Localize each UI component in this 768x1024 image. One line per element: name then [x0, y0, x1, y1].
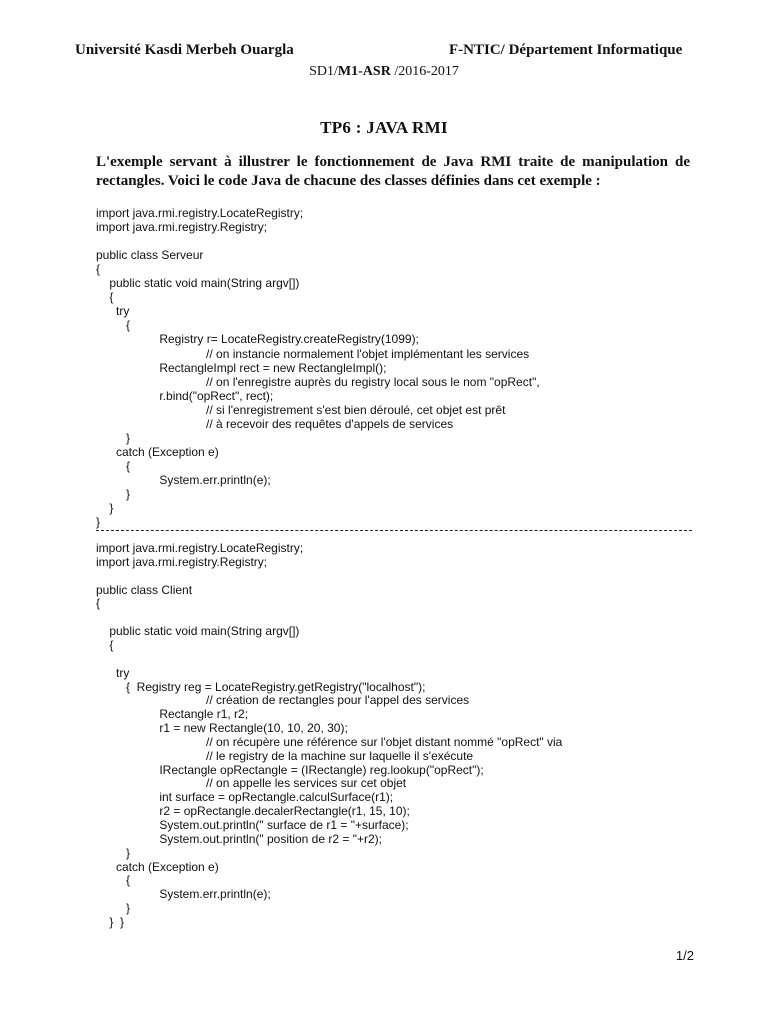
- code-line: catch (Exception e): [96, 859, 219, 874]
- code-line: public static void main(String argv[]): [96, 276, 300, 291]
- code-line: {: [96, 596, 101, 611]
- code-line: {: [96, 637, 114, 652]
- code-line: // le registry de la machine sur laquelle il s'exécute: [96, 748, 474, 763]
- code-line: System.out.println(" surface de r1 = "+surface);: [96, 818, 409, 832]
- code-line: try: [96, 665, 130, 680]
- code-line: import java.rmi.registry.Registry;: [96, 220, 268, 235]
- code-line: import java.rmi.registry.LocateRegistry;: [96, 206, 304, 220]
- code-line: Rectangle r1, r2;: [96, 707, 249, 722]
- code-line: } }: [96, 914, 125, 929]
- code-line: Registry r= LocateRegistry.createRegistry(1099);: [96, 332, 419, 347]
- course-code: M1-ASR: [337, 64, 391, 79]
- intro-paragraph: L'exemple servant à illustrer le fonctionnement de Java RMI traite de manipulation de rectangles. Voici le code Java de chacune des classes définies dans cet exemple :: [96, 154, 690, 189]
- code-line: import java.rmi.registry.Registry;: [96, 554, 268, 569]
- code-line: }: [96, 515, 101, 530]
- page-title: TP6 : JAVA RMI: [320, 118, 448, 137]
- page-number: 1/2: [675, 948, 694, 963]
- code-line: {: [96, 262, 101, 277]
- code-line: }: [96, 430, 131, 445]
- code-line: // on instancie normalement l'objet implémentant les services: [96, 346, 530, 361]
- code-line: {: [96, 458, 131, 473]
- code-line: RectangleImpl rect = new RectangleImpl();: [96, 360, 387, 375]
- code-line: }: [96, 845, 131, 860]
- department-name: F-NTIC/ Département Informatique: [449, 42, 683, 58]
- code-separator: [96, 530, 692, 531]
- code-line: IRectangle opRectangle = (IRectangle) reg.lookup("opRect");: [96, 762, 484, 777]
- university-name: Université Kasdi Merbeh Ouargla: [75, 42, 294, 58]
- code-line: catch (Exception e): [96, 444, 219, 459]
- course-prefix: SD1/: [309, 64, 338, 79]
- code-line: System.err.println(e);: [96, 887, 271, 902]
- code-line: System.out.println(" position de r2 = "+r2);: [96, 831, 382, 846]
- code-line: r2 = opRectangle.decalerRectangle(r1, 15, 10);: [96, 804, 410, 819]
- code-line: {: [96, 290, 114, 305]
- code-line: }: [96, 487, 131, 501]
- code-line: }: [96, 901, 131, 916]
- code-line: public static void main(String argv[]): [96, 624, 300, 639]
- code-line: // on récupère une référence sur l'objet distant nommé "opRect" via: [96, 734, 563, 749]
- code-line: int surface = opRectangle.calculSurface(r1);: [96, 790, 394, 805]
- code-line: r1 = new Rectangle(10, 10, 20, 30);: [96, 721, 348, 736]
- code-line: public class Serveur: [96, 248, 204, 263]
- code-line: }: [96, 501, 114, 516]
- code-line: // création de rectangles pour l'appel des services: [96, 693, 470, 708]
- code-line: { Registry reg = LocateRegistry.getRegistry("localhost");: [96, 679, 426, 694]
- code-line: r.bind("opRect", rect);: [96, 388, 274, 403]
- code-line: // on appelle les services sur cet objet: [96, 776, 407, 791]
- code-line: try: [96, 304, 130, 319]
- code-line: public class Client: [96, 582, 193, 597]
- code-line: {: [96, 318, 131, 333]
- course-line: [0, 64, 768, 80]
- code-line: // à recevoir des requêtes d'appels de services: [96, 416, 454, 431]
- code-line: // si l'enregistrement s'est bien déroulé, cet objet est prêt: [96, 402, 506, 417]
- course-year: /2016-2017: [390, 64, 459, 79]
- code-line: System.err.println(e);: [96, 472, 271, 487]
- code-line: import java.rmi.registry.LocateRegistry;: [96, 541, 304, 555]
- code-line: {: [96, 873, 131, 888]
- code-line: // on l'enregistre auprès du registry local sous le nom "opRect",: [96, 374, 540, 389]
